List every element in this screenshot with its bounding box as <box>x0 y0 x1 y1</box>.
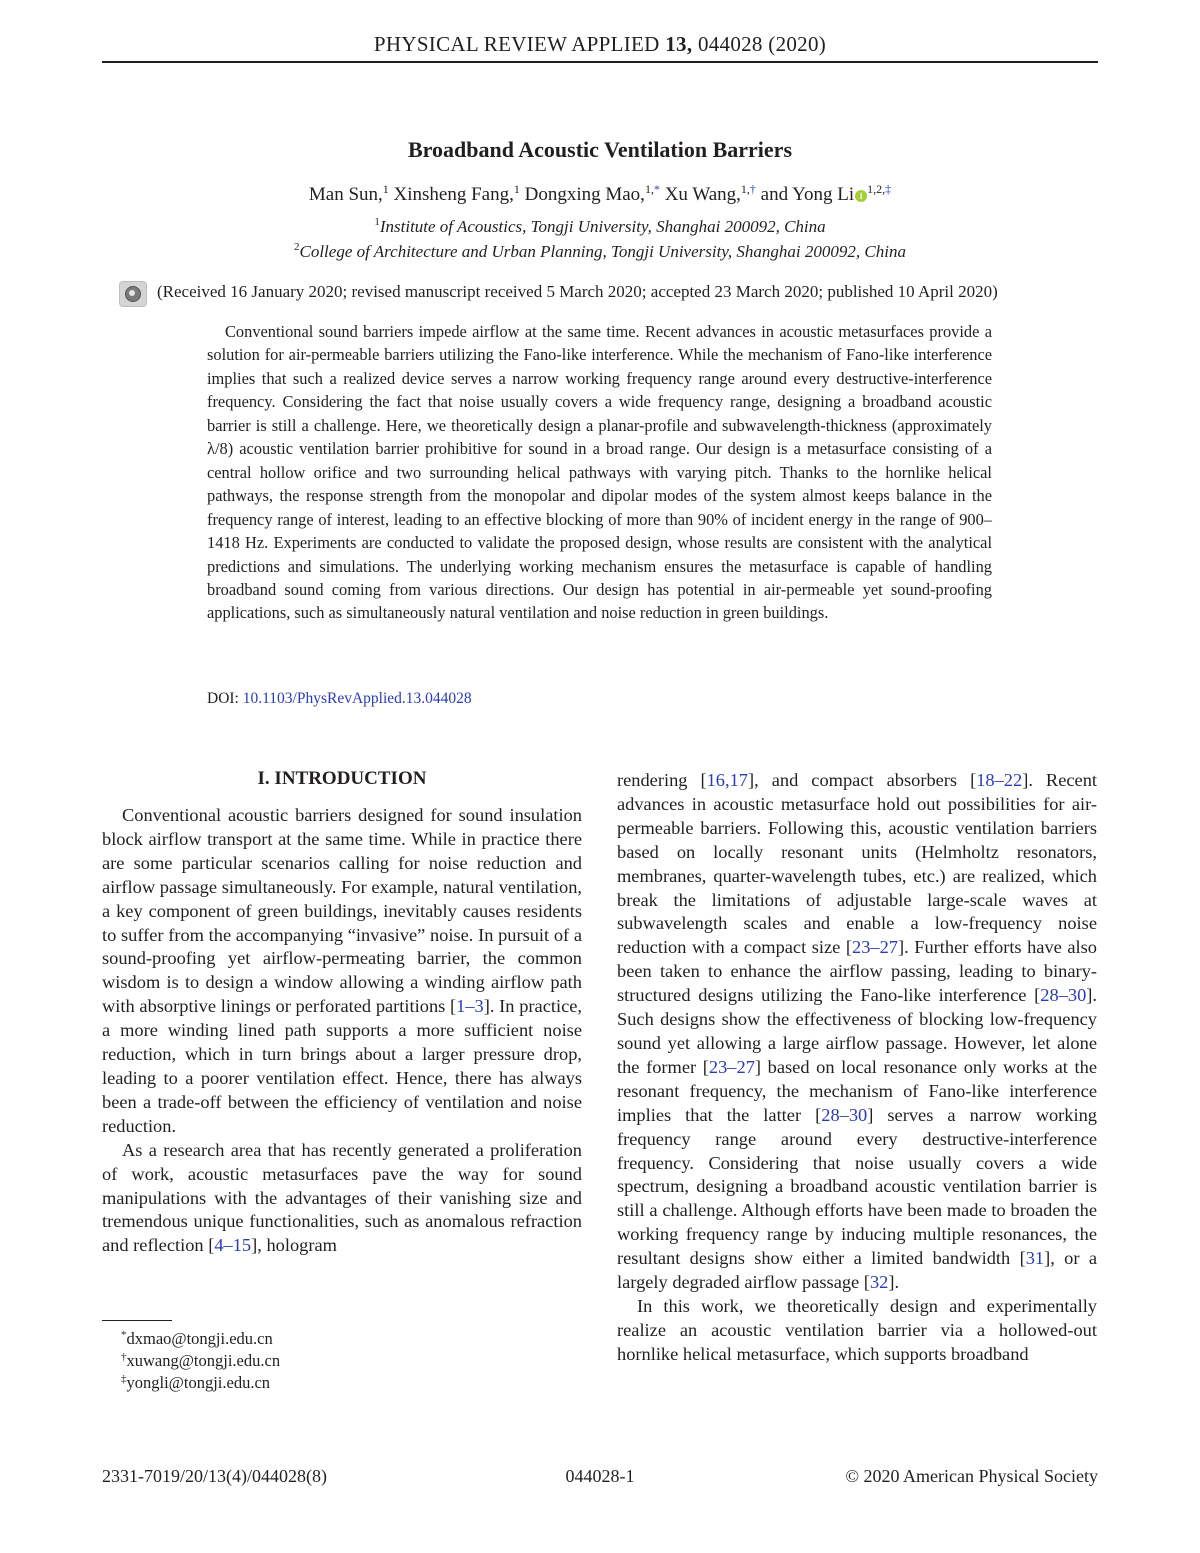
affiliation-text: Institute of Acoustics, Tongji University, Shanghai 200092, China <box>379 217 826 236</box>
paragraph-text: ], and compact absorbers [ <box>748 770 977 790</box>
paragraph-text: ] based on local resonance only works at the resonant frequency, the mechanism of Fano-like interference implies that the latter [ <box>617 1056 1097 1125</box>
author-affil-mark: 1 <box>382 182 389 196</box>
affiliation-number: 1 <box>374 216 380 228</box>
footnote <box>121 1372 270 1394</box>
citation-link[interactable]: 18–22 <box>976 770 1023 790</box>
paragraph-text: ]. In practice, a more winding lined path supports a more sufficient noise reduction, which in turn brings about a larger pressure drop, leading to a poorer ventilation effect. Hence, there has always been a trade-off between the efficiency of ventilation and noise reduction. <box>102 996 582 1136</box>
left-column <box>102 804 582 1258</box>
publication-history: (Received 16 January 2020; revised manuscript received 5 March 2020; accepted 23 March 2020; published 10 April 2020) <box>157 282 998 301</box>
paragraph-text: ]. Further efforts have also been taken to enhance the airflow passing, leading to binary-structured designs utilizing the Fano-like interference [ <box>617 937 1097 1006</box>
citation-link[interactable]: 31 <box>1025 1248 1045 1269</box>
paragraph-text: ] serves a narrow working frequency range around every destructive-interference frequency. Considering that noise usually covers a wide spectrum, designing a broadband acoustic ventilation barrier is still a challenge. Although efforts have been made to broaden the working frequency range by inducing multiple resonances, the resultant designs show either a limited bandwidth [ <box>617 1104 1097 1269</box>
running-head <box>0 32 1200 57</box>
doi-link[interactable]: 10.1103/PhysRevApplied.13.044028 <box>242 690 472 707</box>
citation-link[interactable]: 23–27 <box>852 937 898 958</box>
paragraph <box>617 769 1097 1295</box>
section-heading: I. INTRODUCTION <box>257 768 427 789</box>
author-affil-mark: 1 <box>513 182 520 196</box>
corresponding-mark-link[interactable]: ‡ <box>885 182 892 196</box>
citation-link[interactable]: 1–3 <box>456 996 484 1017</box>
paragraph-text: ]. <box>888 1272 900 1293</box>
author-list <box>0 184 1200 206</box>
author-name: Man Sun, <box>308 184 383 205</box>
right-column <box>617 769 1097 1367</box>
affiliation-2 <box>0 242 1200 262</box>
orcid-icon[interactable]: i <box>855 190 867 202</box>
author-name: and Yong Li <box>760 184 855 205</box>
corresponding-mark-link[interactable]: † <box>749 182 756 196</box>
abstract-text: Conventional sound barriers impede airflow at the same time. Recent advances in acoustic metasurfaces provide a solution for air-permeable barriers utilizing the Fano-like interference. While the mechanism of Fano-like interference implies that such a realized device serves a narrow working frequency range around every destructive-interference frequency. Considering the fact that noise usually covers a wide frequency range, designing a broadband acoustic barrier is still a challenge. Here, we theoretically design a planar-profile and subwavelength-thickness (approximately λ/8) acoustic ventilation barrier prohibitive for sound in a broad range. Our design is a metasurface consisting of a central hollow orifice and two surrounding helical pathways with varying pitch. Thanks to the hornlike helical pathways, the response strength from the monopolar and dipolar modes of the system almost keeps balance in the frequency range of interest, leading to an effective blocking of more than 90% of incident energy in the range of 900–1418 Hz. Experiments are conducted to validate the proposed design, whose results are consistent with the analytical predictions and simulations. The underlying working mechanism ensures the metasurface is capable of handling broadband sound coming from various directions. Our design has potential in air-permeable yet sound-proofing applications, such as simultaneously natural ventilation and noise reduction in green buildings. <box>207 322 992 623</box>
affiliation-1 <box>0 217 1200 237</box>
journal-name: PHYSICAL REVIEW APPLIED <box>373 32 660 56</box>
article-number-year: 044028 (2020) <box>697 32 827 56</box>
paragraph <box>102 804 582 1139</box>
footnote-email: dxmao@tongji.edu.cn <box>126 1329 273 1348</box>
footnote-mark: ‡ <box>121 1373 127 1385</box>
author-name: Xinsheng Fang, <box>393 184 514 205</box>
abstract <box>207 320 992 625</box>
citation-link[interactable]: 4–15 <box>214 1235 252 1256</box>
paragraph-text: rendering [ <box>617 770 707 790</box>
paragraph-text: ]. Such designs show the effectiveness of blocking low-frequency sound yet allowing a large airflow passage. However, let alone the former [ <box>617 985 1097 1077</box>
crossmark-dot <box>129 290 135 296</box>
paragraph-text: ], or a largely degraded airflow passage [ <box>617 1248 1097 1293</box>
footnote-mark: † <box>121 1351 127 1363</box>
footnote <box>121 1350 280 1372</box>
footnote-mark: * <box>121 1329 127 1341</box>
footnote-rule <box>102 1320 172 1321</box>
article-title: Broadband Acoustic Ventilation Barriers <box>407 137 793 162</box>
footnote-email: yongli@tongji.edu.cn <box>126 1373 271 1392</box>
footer-issn: 2331-7019/20/13(4)/044028(8) <box>102 1466 327 1486</box>
corresponding-mark-link[interactable]: * <box>653 182 660 196</box>
footnote <box>121 1328 273 1350</box>
citation-link[interactable]: 16,17 <box>706 770 748 790</box>
paragraph-text: Conventional acoustic barriers designed for sound insulation block airflow transport at the same time. While in practice there are some particular scenarios calling for noise reduction and airflow passage simultaneously. For example, natural ventilation, a key component of green buildings, inevitably causes residents to suffer from the accompanying “invasive” noise. In pursuit of a sound-proofing yet airflow-permeating barrier, the common wisdom is to design a window allowing a winding airflow path with absorptive linings or perforated partitions [ <box>102 805 582 1017</box>
affiliation-text: College of Architecture and Urban Planning, Tongji University, Shanghai 200092, China <box>299 242 906 261</box>
citation-link[interactable]: 28–30 <box>1040 985 1087 1006</box>
footnote-email: xuwang@tongji.edu.cn <box>126 1351 281 1370</box>
citation-link[interactable]: 23–27 <box>708 1056 755 1077</box>
header-rule <box>102 61 1098 63</box>
paragraph: In this work, we theoretically design and experimentally realize an acoustic ventilation barrier via a hollowed-out hornlike helical metasurface, which supports broadband <box>617 1295 1097 1364</box>
paragraph <box>102 1139 582 1259</box>
volume: 13, <box>665 32 693 56</box>
author-affil-mark: 1, <box>644 182 654 196</box>
doi-line <box>207 690 472 708</box>
author-affil-mark: 1, <box>740 182 750 196</box>
citation-link[interactable]: 32 <box>869 1272 889 1293</box>
author-affil-mark: 1,2, <box>867 182 886 196</box>
paragraph-text: ]. Recent advances in acoustic metasurface hold out possibilities for air-permeable barriers. Following this, acoustic ventilation barriers based on locally resonant units (Helmholtz resonators, membranes, quarter-wavelength tubes, etc.) are realized, which break the limitations of adjustable large-scale waves at subwavelength scales and enable a low-frequency noise reduction with a compact size [ <box>617 770 1097 958</box>
affiliation-number: 2 <box>294 241 300 253</box>
footer-copyright: © 2020 American Physical Society <box>845 1466 1098 1486</box>
doi-label: DOI: <box>207 690 239 707</box>
author-name: Dongxing Mao, <box>524 184 645 205</box>
paragraph-text: As a research area that has recently generated a proliferation of work, acoustic metasurfaces pave the way for sound manipulations with the advantages of their vanishing size and tremendous unique functionalities, such as anomalous refraction and reflection [ <box>102 1139 582 1256</box>
crossmark-icon[interactable] <box>119 281 147 307</box>
footer-page-number: 044028-1 <box>565 1466 635 1486</box>
author-name: Xu Wang, <box>664 184 741 205</box>
citation-link[interactable]: 28–30 <box>821 1104 868 1125</box>
paragraph-text: ], hologram <box>251 1235 337 1256</box>
